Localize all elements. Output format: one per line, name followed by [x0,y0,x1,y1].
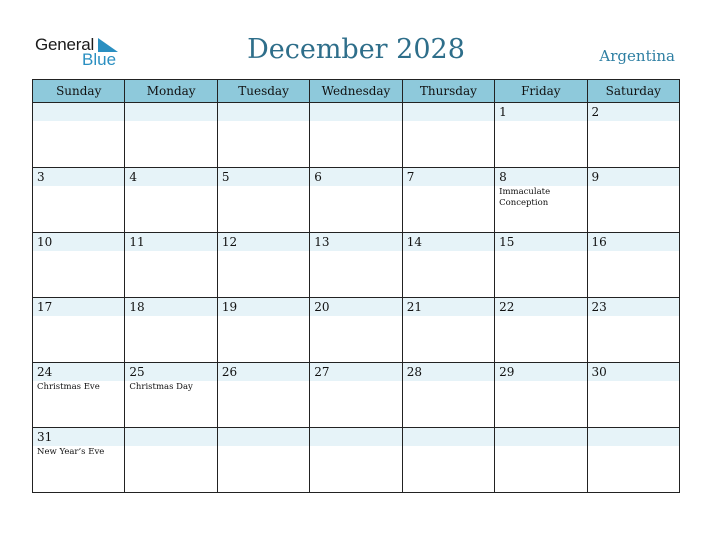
day-cell [587,298,679,363]
day-cell [495,428,587,493]
day-number: 27 [314,365,330,379]
day-cell-band [125,428,216,446]
day-number: 29 [499,365,515,379]
holiday-label: Christmas Eve [37,382,100,392]
day-cell [217,103,309,168]
day-number: 1 [499,105,507,119]
day-cell [33,363,125,428]
day-cell-band [33,103,124,121]
day-number: 16 [591,235,607,249]
calendar-body [33,103,680,493]
day-cell [587,363,679,428]
day-cell [33,298,125,363]
weekday-sunday: Sunday [33,80,125,103]
weekday-tuesday: Tuesday [217,80,309,103]
day-number: 28 [406,365,422,379]
day-cell [495,363,587,428]
day-number: 10 [37,235,53,249]
week-row [33,233,680,298]
day-cell [217,168,309,233]
weekday-saturday: Saturday [587,80,679,103]
day-cell [310,428,402,493]
day-cell [495,233,587,298]
day-number: 17 [37,300,53,314]
day-cell [125,233,217,298]
day-number: 31 [37,430,53,444]
day-cell [33,168,125,233]
day-number: 21 [406,300,422,314]
day-cell-band [495,168,586,186]
page-title: December 2028 [247,34,465,65]
day-number: 24 [37,365,53,379]
day-number: 6 [314,170,322,184]
logo-text-general: General [35,35,95,54]
day-cell [310,298,402,363]
weekday-friday: Friday [495,80,587,103]
day-cell-band [218,168,309,186]
day-cell [402,103,494,168]
day-cell [217,233,309,298]
week-row [33,428,680,493]
day-cell [217,298,309,363]
day-cell-band [495,428,586,446]
day-number: 2 [591,105,600,119]
day-cell-band [33,168,124,186]
day-cell [310,168,402,233]
day-number: 20 [314,300,330,314]
day-cell [587,168,679,233]
day-cell [217,428,309,493]
weekday-thursday: Thursday [402,80,494,103]
day-number: 14 [406,235,422,249]
day-cell [587,233,679,298]
day-number: 8 [499,170,507,184]
logo-text-blue: Blue [82,50,117,69]
day-cell [33,103,125,168]
week-row [33,363,680,428]
day-cell [587,103,679,168]
day-number: 26 [221,365,238,379]
day-number: 3 [37,170,45,184]
day-cell [310,233,402,298]
day-cell-band [218,428,309,446]
weekday-header-row [33,80,680,103]
week-row [33,168,680,233]
day-cell [402,363,494,428]
day-cell [402,233,494,298]
holiday-label: Christmas Day [129,382,193,392]
day-cell [125,103,217,168]
day-cell-band [495,103,586,121]
country-label: Argentina [599,47,675,65]
day-number: 7 [406,170,415,184]
day-cell [125,363,217,428]
day-cell-band [588,168,679,186]
day-number: 18 [129,300,145,314]
day-number: 13 [314,235,330,249]
day-cell [310,103,402,168]
day-cell-band [310,428,401,446]
day-cell-band [403,103,494,121]
day-number: 22 [499,300,515,314]
weekday-monday: Monday [125,80,217,103]
day-cell [125,298,217,363]
day-cell [495,168,587,233]
day-number: 12 [221,235,238,249]
day-cell-band [403,168,494,186]
holiday-label: New Year’s Eve [37,447,105,457]
calendar-grid [32,79,680,493]
day-cell [495,298,587,363]
day-number: 23 [591,300,607,314]
day-number: 5 [221,170,230,184]
day-cell-band [125,103,216,121]
day-number: 30 [591,365,607,379]
day-cell-band [403,428,494,446]
day-cell-band [588,103,679,121]
day-cell-band [310,168,401,186]
day-cell [125,168,217,233]
day-number: 4 [129,170,138,184]
day-cell [587,428,679,493]
day-cell-band [218,103,309,121]
weekday-wednesday: Wednesday [310,80,402,103]
day-number: 11 [129,235,145,249]
day-number: 9 [591,170,600,184]
day-cell-band [310,103,401,121]
day-cell [495,103,587,168]
week-row [33,298,680,363]
day-cell-band [588,428,679,446]
day-cell [402,298,494,363]
day-cell [33,428,125,493]
day-cell-band [125,168,216,186]
day-cell [402,168,494,233]
day-cell [402,428,494,493]
day-number: 15 [499,235,515,249]
week-row [33,103,680,168]
day-cell [125,428,217,493]
holiday-label: Immaculate Conception [499,187,551,208]
day-number: 19 [221,300,238,314]
day-cell [217,363,309,428]
day-cell [310,363,402,428]
day-cell [33,233,125,298]
day-number: 25 [129,365,145,379]
